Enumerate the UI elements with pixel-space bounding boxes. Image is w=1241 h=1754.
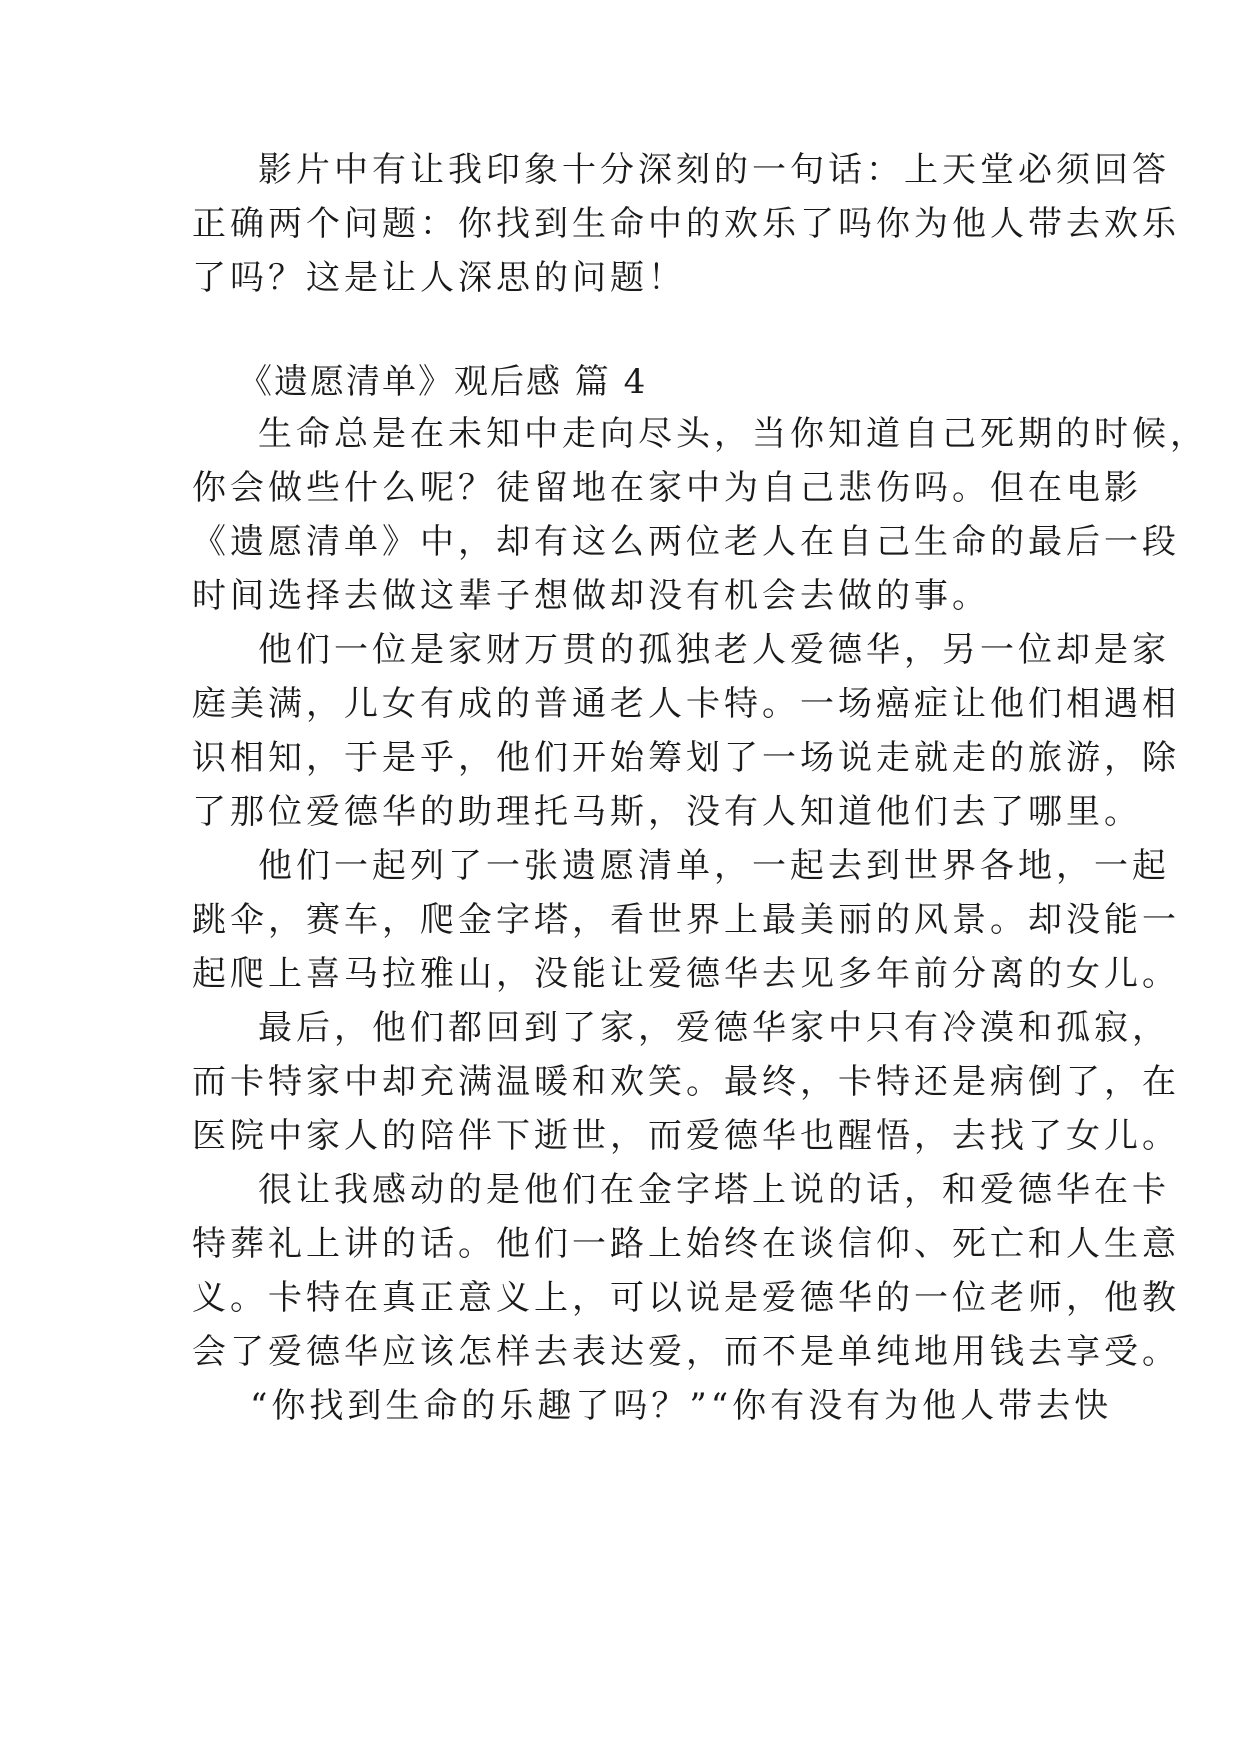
paragraph-line: 庭美满，儿女有成的普通老人卡特。一场癌症让他们相遇相 — [192, 684, 1180, 724]
paragraph-line: 最后，他们都回到了家，爱德华家中只有冷漠和孤寂， — [258, 1008, 1170, 1048]
paragraph-line: 义。卡特在真正意义上，可以说是爱德华的一位老师，他教 — [192, 1278, 1180, 1318]
paragraph-line: “你找到生命的乐趣了吗？”“你有没有为他人带去快 — [250, 1386, 1113, 1426]
paragraph-line: 了那位爱德华的助理托马斯，没有人知道他们去了哪里。 — [192, 792, 1142, 832]
paragraph-line: 时间选择去做这辈子想做却没有机会去做的事。 — [192, 576, 990, 616]
paragraph-line: 了吗？这是让人深思的问题！ — [192, 258, 686, 298]
paragraph-line: 起爬上喜马拉雅山，没能让爱德华去见多年前分离的女儿。 — [192, 954, 1180, 994]
paragraph-line: 会了爱德华应该怎样去表达爱，而不是单纯地用钱去享受。 — [192, 1332, 1180, 1372]
paragraph-line: 他们一位是家财万贯的孤独老人爱德华，另一位却是家 — [258, 630, 1170, 670]
paragraph-line: 正确两个问题：你找到生命中的欢乐了吗你为他人带去欢乐 — [192, 204, 1180, 244]
paragraph-line: 很让我感动的是他们在金字塔上说的话，和爱德华在卡 — [258, 1170, 1170, 1210]
paragraph-line: 他们一起列了一张遗愿清单，一起去到世界各地，一起 — [258, 846, 1170, 886]
paragraph-line: 特葬礼上讲的话。他们一路上始终在谈信仰、死亡和人生意 — [192, 1224, 1180, 1264]
paragraph-line: 识相知，于是乎，他们开始筹划了一场说走就走的旅游，除 — [192, 738, 1180, 778]
paragraph-line: 而卡特家中却充满温暖和欢笑。最终，卡特还是病倒了，在 — [192, 1062, 1180, 1102]
paragraph-line: 你会做些什么呢？徒留地在家中为自己悲伤吗。但在电影 — [192, 468, 1142, 508]
section-heading: 《遗愿清单》观后感 篇 4 — [238, 362, 648, 402]
paragraph-line: 影片中有让我印象十分深刻的一句话：上天堂必须回答 — [258, 150, 1170, 190]
paragraph-line: 《遗愿清单》中，却有这么两位老人在自己生命的最后一段 — [192, 522, 1180, 562]
paragraph-line: 医院中家人的陪伴下逝世，而爱德华也醒悟，去找了女儿。 — [192, 1116, 1180, 1156]
paragraph-line: 跳伞，赛车，爬金字塔，看世界上最美丽的风景。却没能一 — [192, 900, 1180, 940]
paragraph-line: 生命总是在未知中走向尽头，当你知道自己死期的时候， — [258, 414, 1208, 454]
